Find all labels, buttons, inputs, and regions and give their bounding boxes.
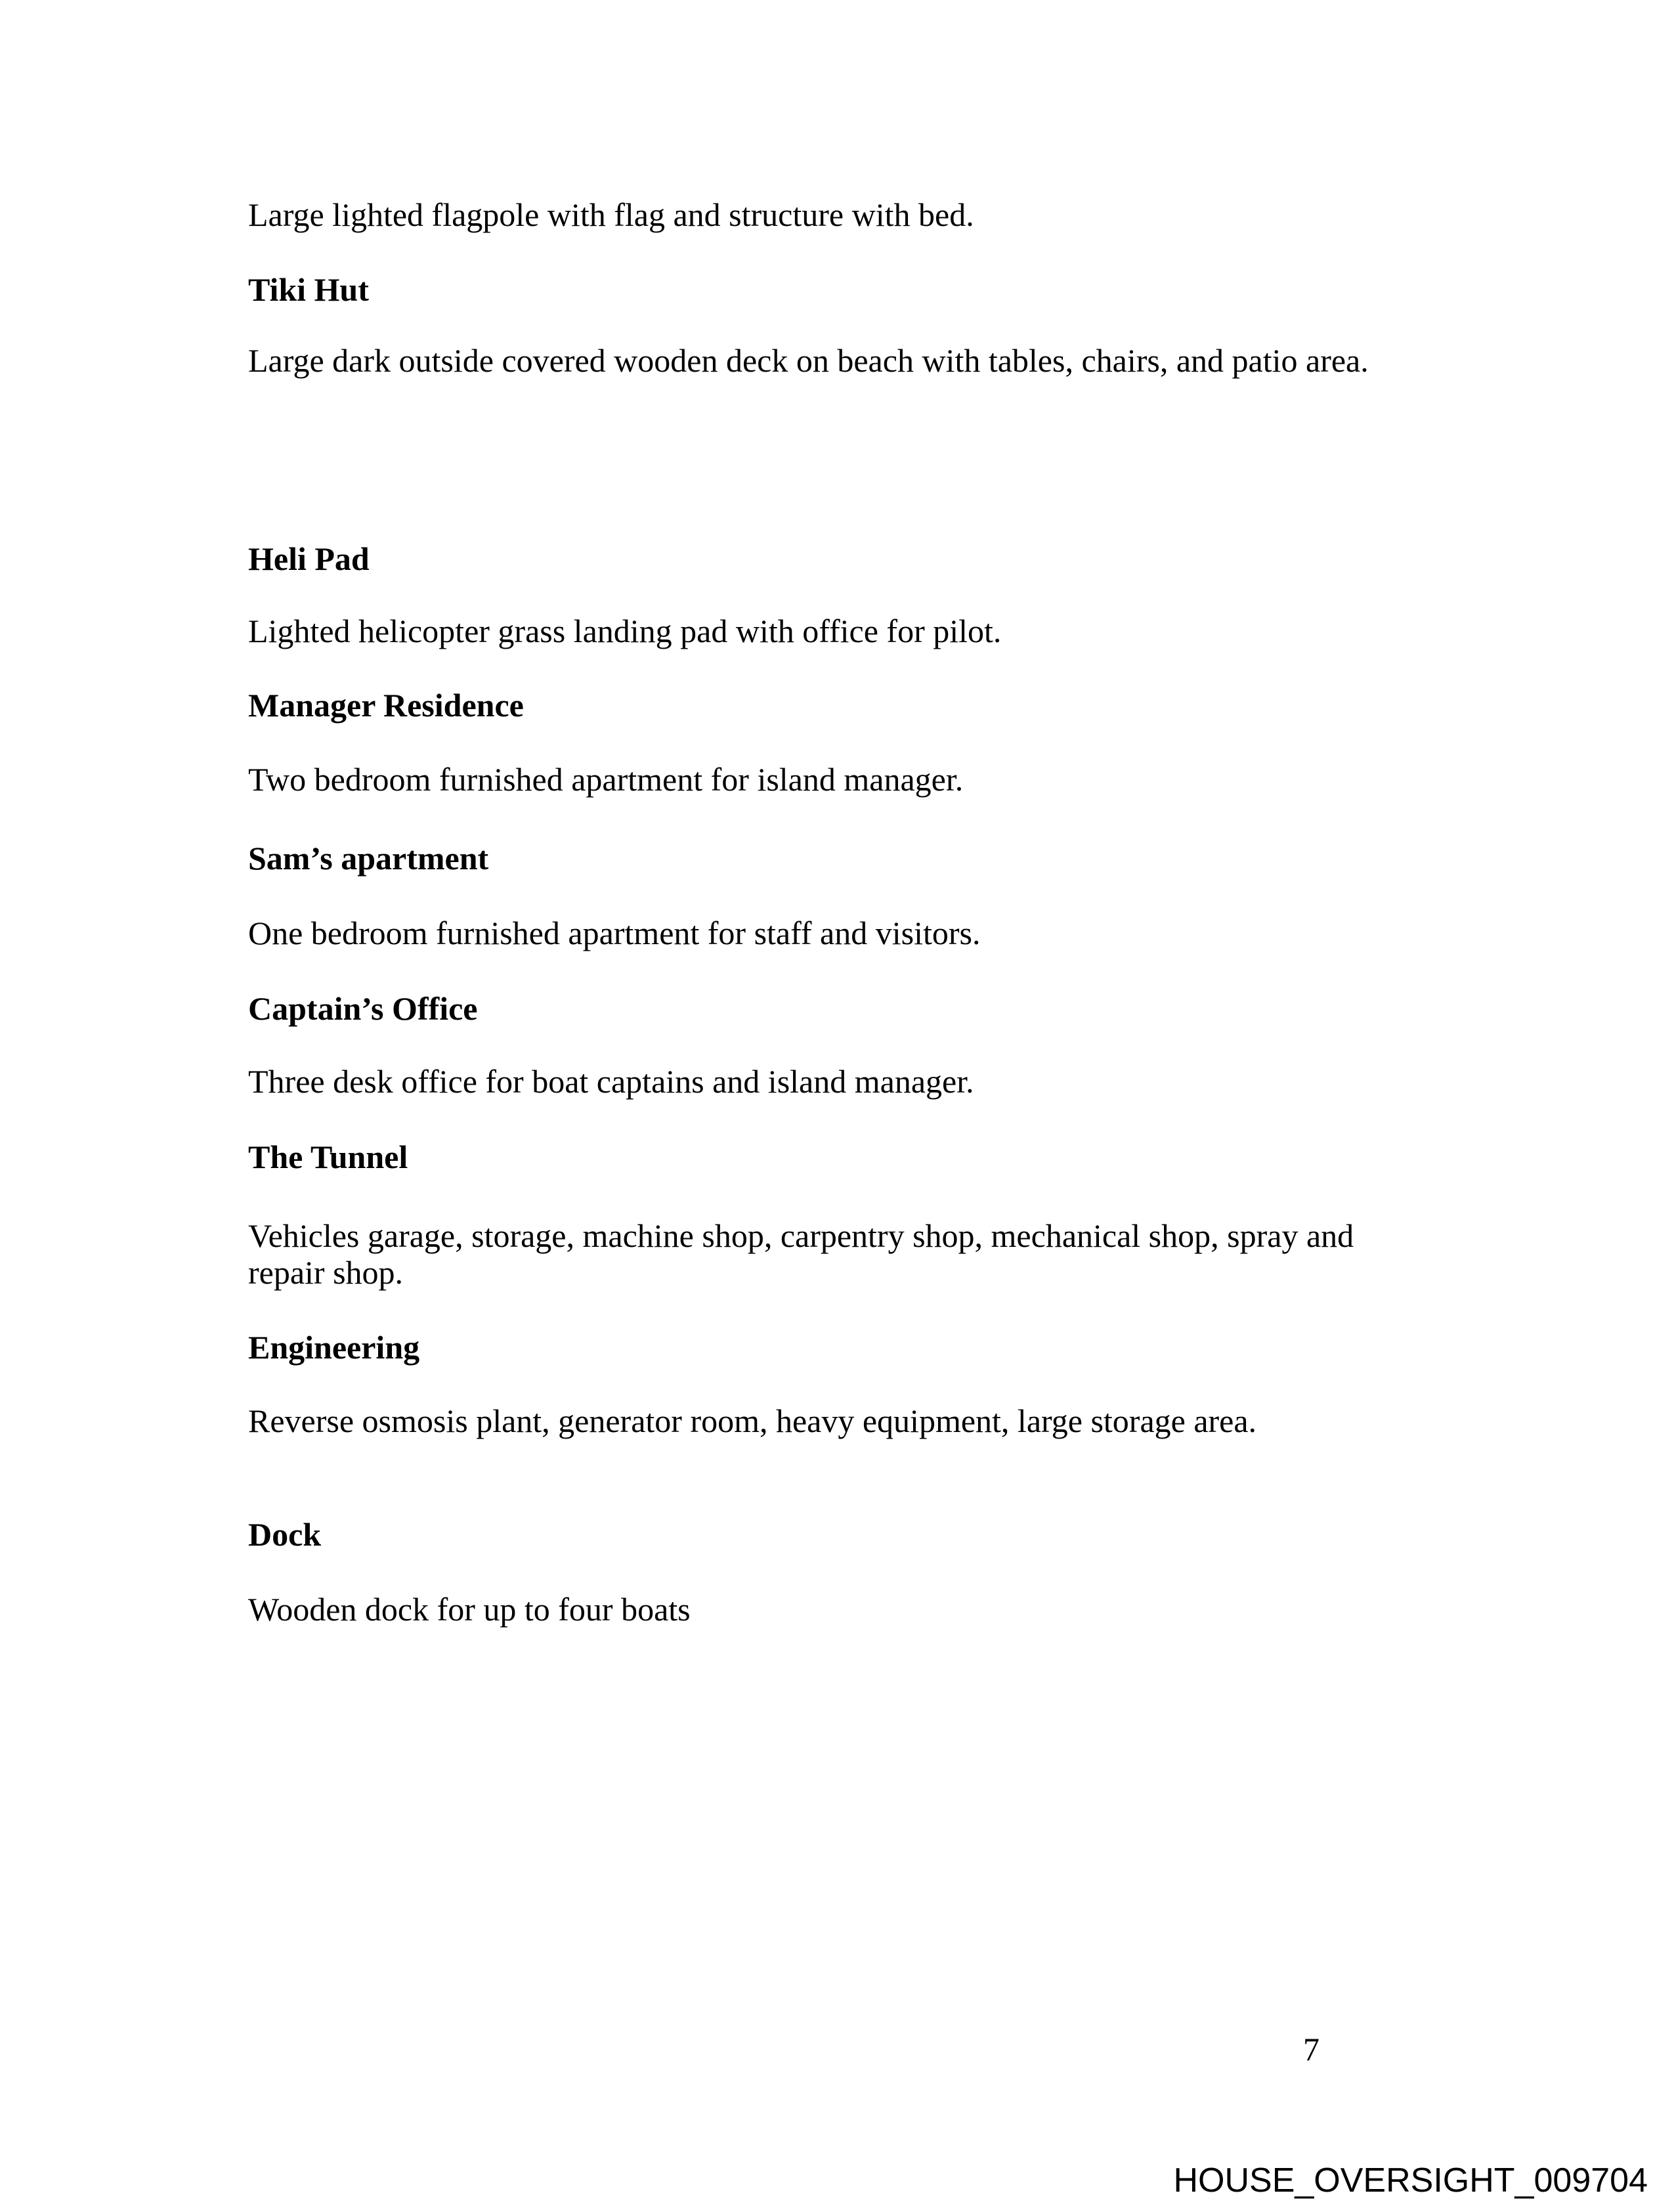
bates-number: HOUSE_OVERSIGHT_009704 [1173, 2161, 1648, 2200]
paragraph-dock: Wooden dock for up to four boats [248, 1591, 691, 1628]
heading-the-tunnel: The Tunnel [248, 1139, 408, 1175]
paragraph-flagpole: Large lighted flagpole with flag and structure with bed. [248, 196, 974, 233]
heading-dock: Dock [248, 1516, 322, 1553]
heading-tiki-hut: Tiki Hut [248, 271, 369, 308]
paragraph-manager-residence: Two bedroom furnished apartment for island manager. [248, 761, 964, 798]
paragraph-sams-apartment: One bedroom furnished apartment for staff and visitors. [248, 915, 981, 951]
paragraph-tiki-hut: Large dark outside covered wooden deck on beach with tables, chairs, and patio area. [248, 342, 1369, 379]
heading-manager-residence: Manager Residence [248, 687, 524, 724]
heading-heli-pad: Heli Pad [248, 540, 370, 577]
heading-captains-office: Captain’s Office [248, 990, 478, 1027]
heading-sams-apartment: Sam’s apartment [248, 840, 489, 877]
paragraph-the-tunnel: Vehicles garage, storage, machine shop, carpentry shop, mechanical shop, spray and repair shop. [248, 1217, 1354, 1291]
paragraph-engineering: Reverse osmosis plant, generator room, heavy equipment, large storage area. [248, 1402, 1257, 1439]
page-number: 7 [1303, 2031, 1320, 2068]
heading-engineering: Engineering [248, 1329, 420, 1366]
paragraph-captains-office: Three desk office for boat captains and island manager. [248, 1063, 974, 1100]
paragraph-heli-pad: Lighted helicopter grass landing pad with office for pilot. [248, 613, 1002, 649]
